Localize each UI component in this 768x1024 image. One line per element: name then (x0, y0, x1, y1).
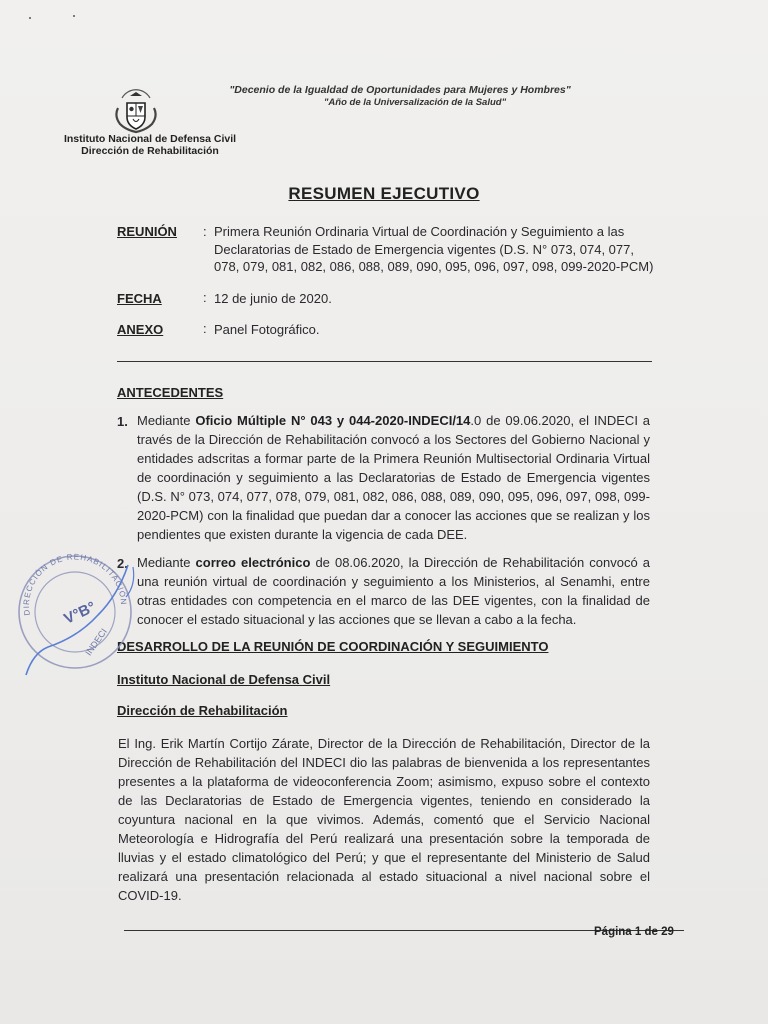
date-colon: : (203, 290, 207, 305)
item-1-text-start: Mediante (137, 413, 196, 428)
development-heading: DESARROLLO DE LA REUNIÓN DE COORDINACIÓN Y SEGUIMIENTO (117, 639, 549, 654)
item-2-text-rest: de 08.06.2020, la Dirección de Rehabilitación convocó a una reunión virtual de coordinación y seguimiento a los Ministerios, al Senamhi, entre otras entidades con competencia en el marco de las DEE vigentes, con la finalidad de conocer el estado situacional y las acciones que se llevan a cabo a la fecha. (137, 555, 650, 627)
annex-label: ANEXO (117, 322, 164, 337)
item-2-text-start: Mediante (137, 555, 196, 570)
stamp-vobo-text: V°B° (61, 598, 99, 628)
item-1-text-rest: .0 de 09.06.2020, el INDECI a través de la Dirección de Rehabilitación convocó a los Sectores del Gobierno Nacional y entidades adscritas a formar parte de la Primera Reunión Multisectorial Ordinaria Virtual de coordinación y seguimiento a las Declaratorias de Estado de Emergencia vigentes (D.S. N° 073, 074, 077, 078, 079, 081, 082, 086, 088, 089, 090, 095, 096, 097, 098, 099-2020-PCM) con la finalidad que puedan dar a conocer las acciones que se realizan y los pendientes que existen durante la vigencia de cada DEE. (137, 413, 651, 542)
document-title: RESUMEN EJECUTIVO (288, 184, 480, 203)
page-number: Página 1 de 29 (594, 926, 674, 938)
annex-colon: : (203, 321, 207, 336)
institution-name: Instituto Nacional de Defensa Civil (63, 133, 237, 145)
annex-value: Panel Fotográfico. (214, 322, 320, 337)
direction-name: Dirección de Rehabilitación (81, 145, 219, 157)
scan-speck (73, 15, 75, 17)
meeting-line-3: 078, 079, 081, 082, 086, 088, 089, 090, 095, 096, 097, 098, 099-2020-PCM) (214, 259, 654, 274)
rehabilitation-subheading: Dirección de Rehabilitación (117, 703, 288, 718)
item-1-number: 1. (117, 414, 128, 429)
item-2-reference: correo electrónico (195, 555, 311, 570)
meeting-colon: : (203, 224, 207, 239)
scan-speck (29, 17, 31, 19)
meeting-label: REUNIÓN (117, 224, 177, 239)
approval-stamp (8, 545, 143, 680)
indeci-subheading: Instituto Nacional de Defensa Civil (117, 672, 331, 687)
meeting-line-2: Declaratorias de Estado de Emergencia vigentes (D.S. N° 073, 074, 077, (214, 241, 634, 257)
item-1-reference: Oficio Múltiple N° 043 y 044-2020-INDECI/14 (195, 413, 471, 428)
peru-coat-of-arms-icon (110, 86, 162, 138)
decade-slogan: "Decenio de la Igualdad de Oportunidades para Mujeres y Hombres" (229, 84, 571, 96)
date-value: 12 de junio de 2020. (214, 291, 332, 306)
year-slogan: "Año de la Universalización de la Salud" (323, 97, 507, 108)
background-item-2 (137, 553, 650, 629)
stamp-ring-text: DIRECCIÓN DE REHABILITACIÓN (21, 552, 129, 617)
development-paragraph: El Ing. Erik Martín Cortijo Zárate, Director de la Dirección de Rehabilitación, Director de la Dirección de Rehabilitación del INDECI dio las palabras de bienvenida a los representantes presentes a la plataforma de videoconferencia Zoom; asimismo, expuso sobre el contexto de las Declaratorias de Estado de Emergencia vigentes, teniendo en considerado la coyuntura nacional en la que vivimos. Además, comentó que el Servicio Nacional Meteorología e Hidrografía del Perú realizará una presentación sobre la temporada de lluvias y el estado climatológico del Perú; y que el representante del Ministerio de Salud realizará una presentación relacionada al estado situacional a nivel nacional sobre el COVID-19. (118, 736, 650, 903)
background-item-1 (137, 411, 650, 544)
date-label: FECHA (117, 291, 162, 306)
stamp-indeci-text: INDECI (83, 626, 109, 658)
item-2-number: 2. (117, 556, 128, 571)
header-divider (117, 361, 652, 362)
background-heading: ANTECEDENTES (117, 385, 224, 400)
meeting-line-1: Primera Reunión Ordinaria Virtual de Coordinación y Seguimiento a las (214, 224, 625, 239)
